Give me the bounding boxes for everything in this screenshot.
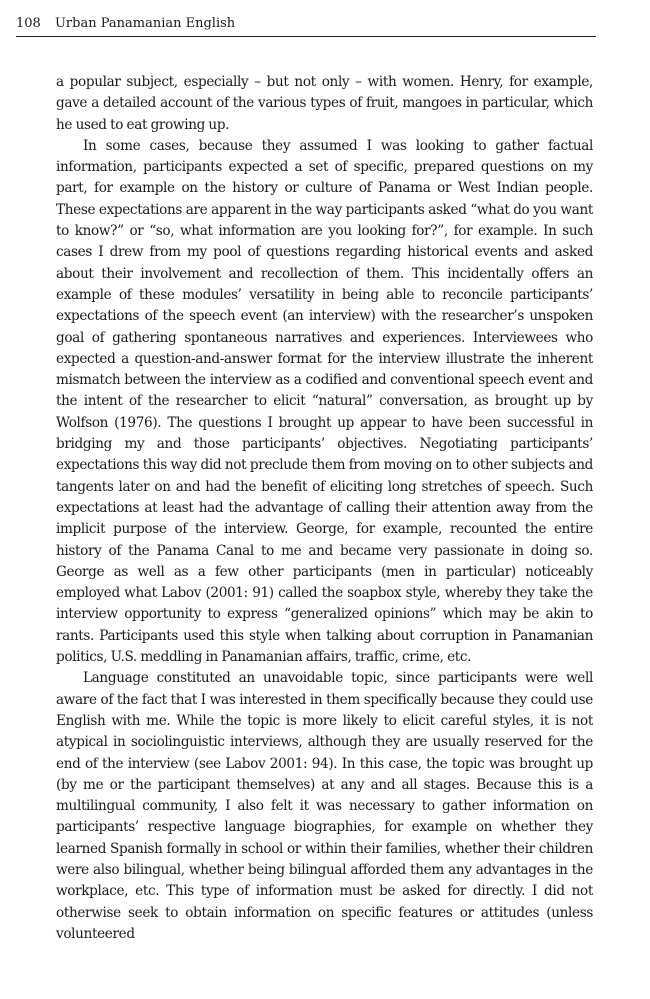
paragraph-language-topic: Language constituted an unavoidable topic, since participants were well aware of the fact that I was interested in them specifically because they could use English with me. While the topic is more likely to elicit careful styles, it is not atypical in sociolinguistic interviews, although they are usually reserved for the end of the interview (see Labov 2001: 94). In this case, the topic was brought up (by me or the participant themselves) at any and all stages. Because this is a multilingual community, I also felt it was necessary to gather information on participants’ respective language biographies, for example on whether they learned Spanish formally in school or within their families, whether their children were also bilingual, whether being bilingual afforded them any advantages in the workplace, etc. This type of information must be asked for directly. I did not otherwise seek to obtain information on specific features or attitudes (unless volunteered [56,670,593,942]
page-number: 108 [16,16,41,31]
paragraph-interview-expectations: In some cases, because they assumed I was looking to gather factual information, participants expected a set of specific, prepared questions on my part, for example on the history or culture of Panama or West Indian people. These expectations are apparent in the way participants asked “what do you want to know?” or “so, what information are you looking for?”, for example. In such cases I drew from my pool of questions regarding historical events and asked about their involvement and recollection of them. This incidentally offers an example of these modules’ versatility in being able to reconcile participants’ expectations of the speech event (an interview) with the researcher’s unspoken goal of gathering spontaneous narratives and experiences. Interviewees who expected a question-and-answer format for the interview illustrate the inherent mismatch between the interview as a codified and conventional speech event and the intent of the researcher to elicit “natural” conversation, as brought up by Wolfson (1976). The questions I brought up appear to have been successful in bridging my and those participants’ objectives. Negotiating participants’ expectations this way did not preclude them from moving on to other subjects and tangents later on and had the benefit of eliciting long stretches of speech. Such expectations at least had the advantage of calling their attention away from the implicit purpose of the interview. George, for example, recounted the entire history of the Panama Canal to me and became very passionate in doing so. George as well as a few other participants (men in particular) noticeably employed what Labov (2001: 91) called the soapbox style, whereby they take the interview opportunity to express “generalized opinions” which may be akin to rants. Participants used this style when talking about corruption in Panamanian politics, U.S. meddling in Panamanian affairs, traffic, crime, etc. [56,137,593,666]
paragraph-continued: a popular subject, especially – but not only – with women. Henry, for example, gave a detailed account of the various types of fruit, mangoes in particular, which he used to eat growing up. [56,74,593,133]
book-title: Urban Panamanian English [54,16,236,31]
running-head [16,15,596,37]
body-text [56,72,593,945]
